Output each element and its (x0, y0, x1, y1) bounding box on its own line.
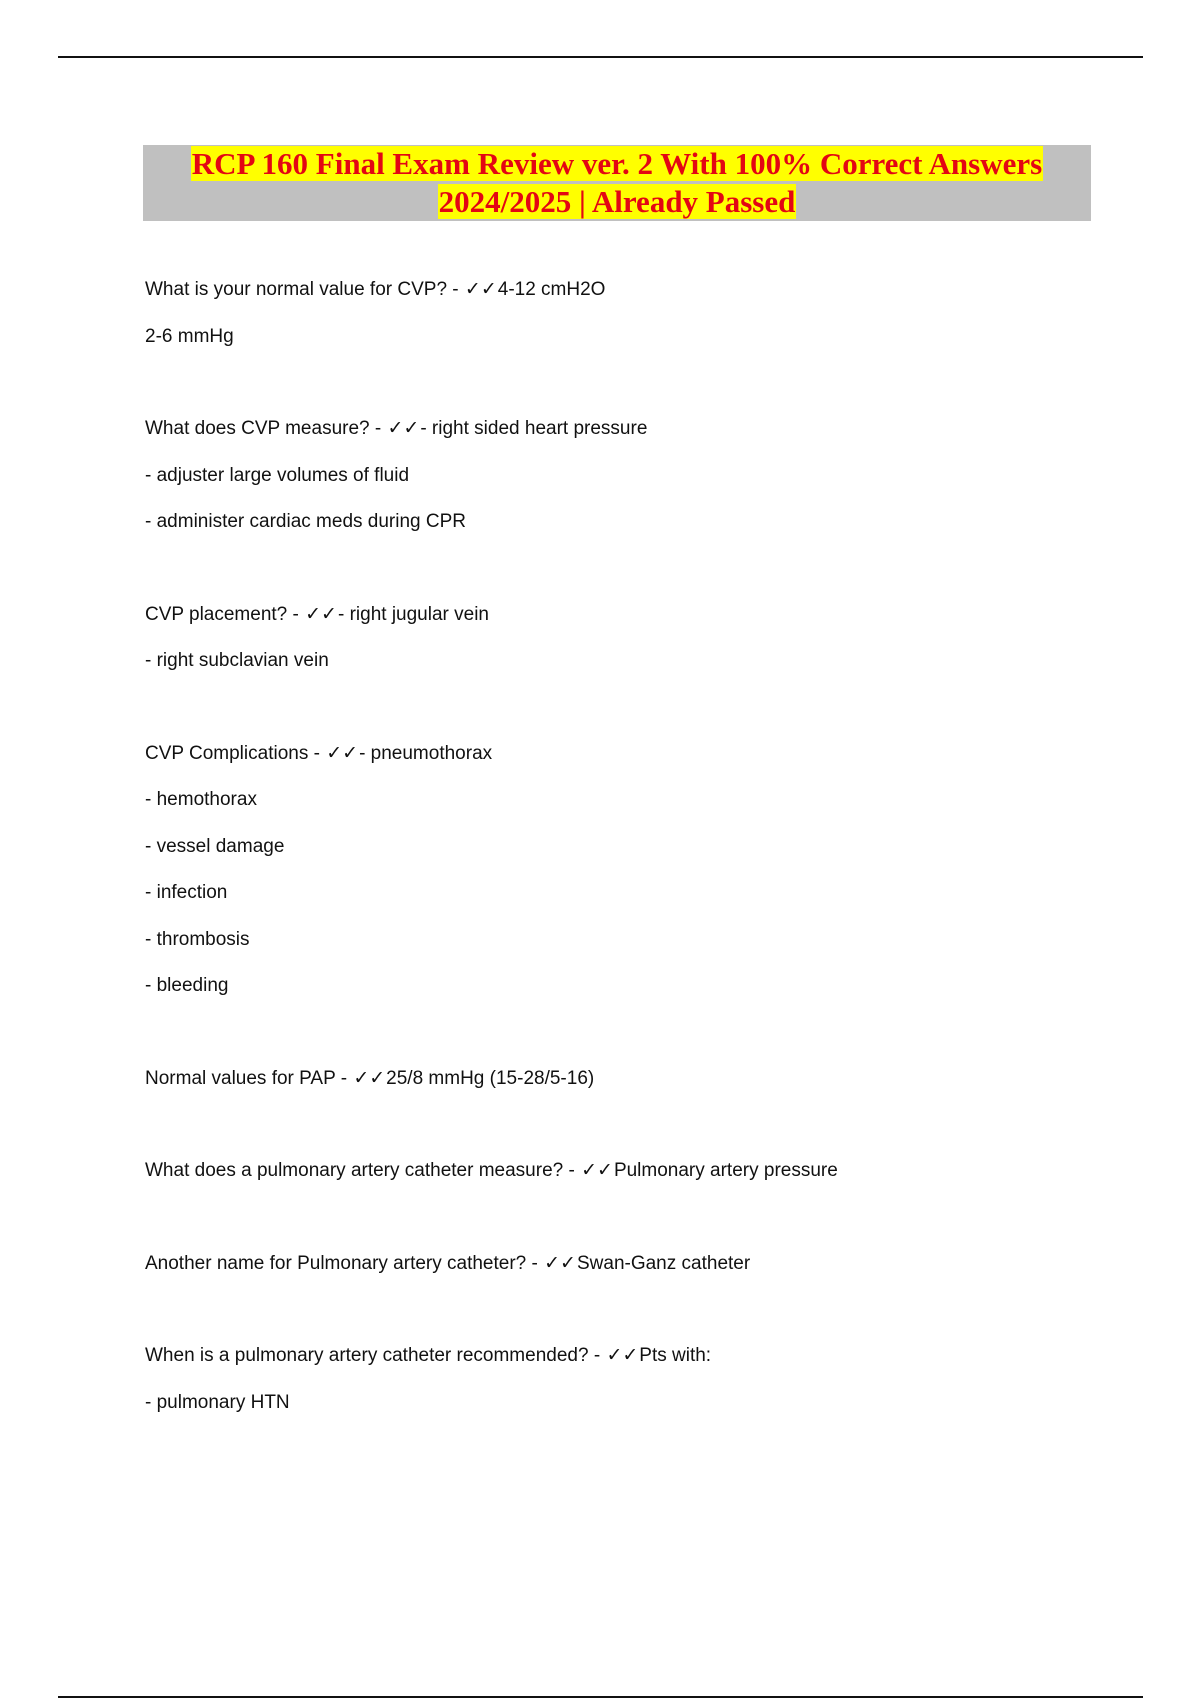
answer-text: 25/8 mmHg (15-28/5-16) (386, 1067, 595, 1089)
answer-text: 4-12 cmH2O (497, 279, 606, 300)
answer-text: Pulmonary artery pressure (613, 1160, 838, 1181)
qa-item (145, 1252, 1145, 1276)
double-check-icon: ✓✓ (581, 1160, 613, 1181)
answer-text: Swan-Ganz catheter (576, 1252, 751, 1274)
question-line (145, 278, 1145, 302)
double-check-icon: ✓✓ (544, 1252, 576, 1274)
answer-line: - adjuster large volumes of fluid (145, 464, 410, 486)
question-line (145, 1159, 1145, 1183)
answer-line: - hemothorax (145, 789, 257, 810)
answer-text: - right jugular vein (337, 603, 489, 625)
double-check-icon: ✓✓ (305, 603, 337, 625)
answer-line: 2-6 mmHg (145, 325, 234, 347)
qa-item (145, 278, 1145, 349)
question-line (145, 1252, 1145, 1276)
question-text: What does CVP measure? - (145, 418, 382, 439)
qa-item (145, 1067, 1145, 1091)
footer-rule (58, 1696, 1143, 1698)
answer-line: - pulmonary HTN (145, 1391, 290, 1413)
question-text: Normal values for PAP - (145, 1067, 348, 1089)
qa-item (145, 1344, 1145, 1415)
question-text: What does a pulmonary artery catheter measure? - (145, 1160, 575, 1181)
document-title (143, 145, 1091, 221)
qa-item (145, 1159, 1145, 1183)
answer-text: - pneumothorax (359, 742, 493, 764)
answer-text: Pts with: (639, 1345, 712, 1366)
title-line-2: 2024/2025 | Already Passed (438, 184, 796, 219)
question-text: CVP Complications - (145, 742, 320, 764)
qa-item (145, 603, 1145, 674)
answer-line: - administer cardiac meds during CPR (145, 511, 467, 532)
answer-line: - infection (145, 882, 228, 903)
question-text: CVP placement? - (145, 603, 299, 625)
qa-item (145, 417, 1145, 534)
double-check-icon: ✓✓ (606, 1345, 639, 1366)
answer-line: - bleeding (145, 975, 229, 996)
question-line (145, 603, 1145, 627)
answer-line: - right subclavian vein (145, 650, 329, 671)
qa-list (145, 278, 1145, 1415)
double-check-icon: ✓✓ (464, 279, 497, 300)
question-text: Another name for Pulmonary artery catheter? - (145, 1252, 538, 1274)
double-check-icon: ✓✓ (387, 418, 420, 439)
question-text: What is your normal value for CVP? - (145, 279, 459, 300)
header-rule (58, 56, 1143, 58)
question-line (145, 417, 1145, 441)
qa-item (145, 742, 1145, 999)
double-check-icon: ✓✓ (353, 1067, 386, 1089)
title-line-1: RCP 160 Final Exam Review ver. 2 With 100% Correct Answers (191, 146, 1043, 181)
question-line (145, 1067, 1145, 1091)
answer-line: - thrombosis (145, 928, 250, 950)
answer-line: - vessel damage (145, 835, 285, 857)
question-line (145, 1344, 1145, 1368)
question-text: When is a pulmonary artery catheter recommended? - (145, 1345, 601, 1366)
double-check-icon: ✓✓ (326, 742, 359, 764)
answer-text: - right sided heart pressure (420, 418, 648, 439)
question-line (145, 742, 1145, 766)
